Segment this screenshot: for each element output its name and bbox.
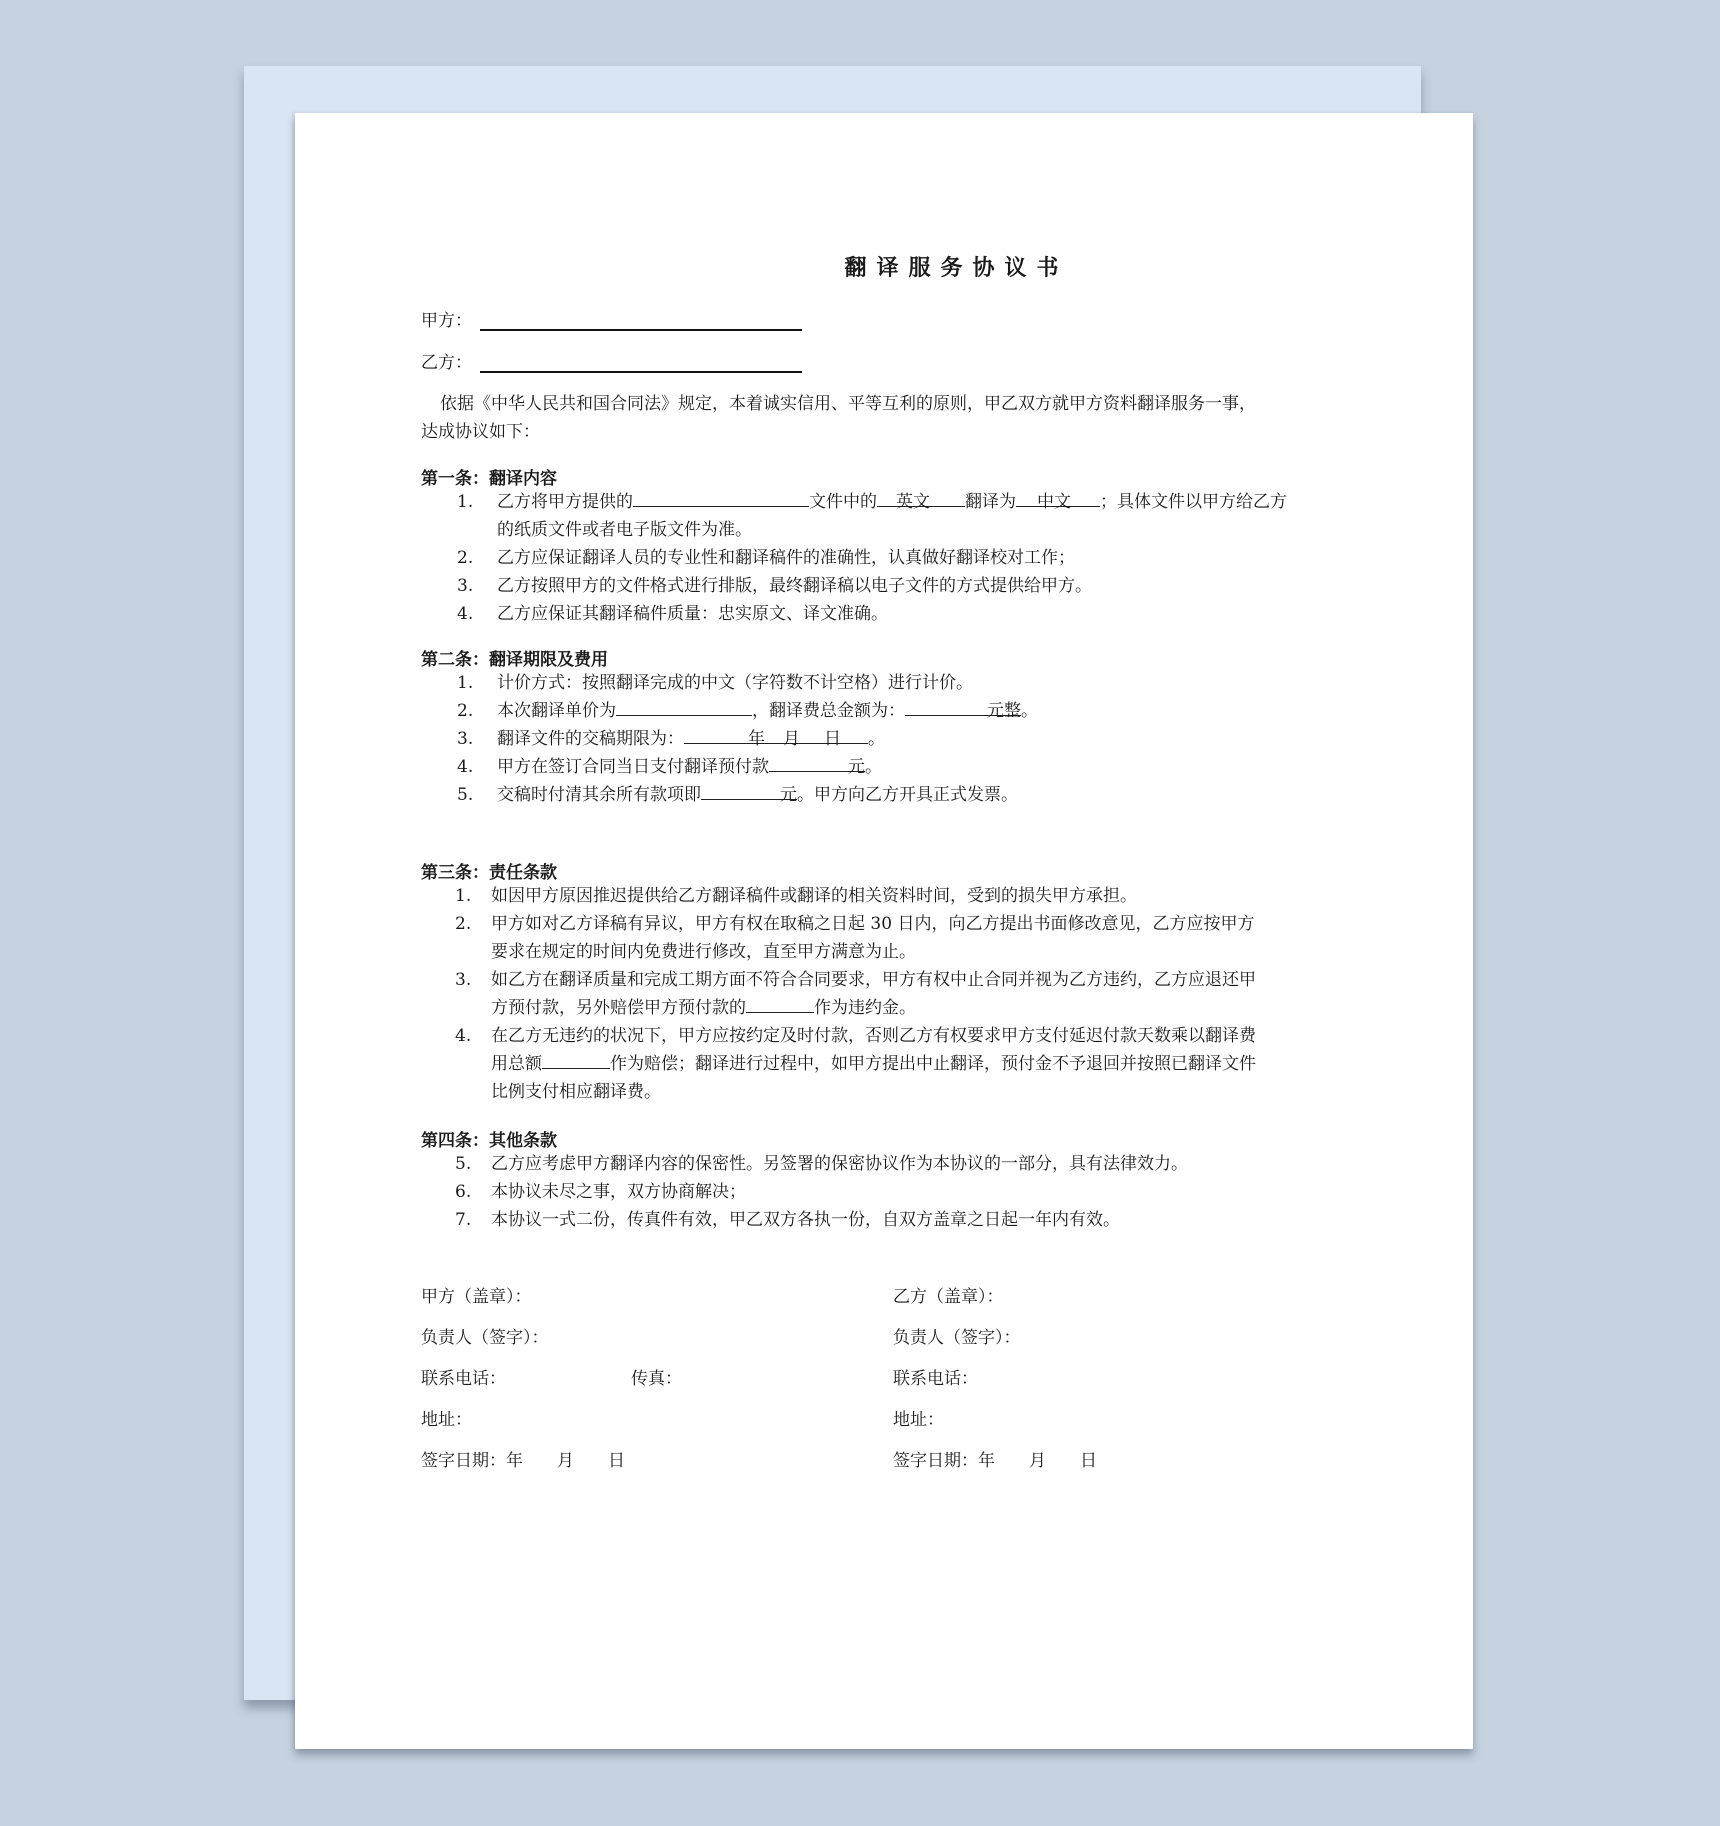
party-a-signer-label: 负责人（签字）： bbox=[421, 1328, 549, 1348]
item-number: 5. bbox=[457, 785, 474, 805]
party-b-address-label: 地址： bbox=[893, 1410, 944, 1430]
target-language-value: 中文 bbox=[1037, 492, 1071, 512]
item-number: 1. bbox=[457, 673, 474, 693]
party-a-seal-label: 甲方（盖章）： bbox=[421, 1287, 532, 1307]
unit-price-blank[interactable] bbox=[616, 697, 752, 716]
item-text: 如乙方在翻译质量和完成工期方面不符合合同要求，甲方有权中止合同并视为乙方违约，乙方应退还甲 bbox=[491, 970, 1256, 990]
item-text: 甲方在签订合同当日支付翻译预付款 bbox=[497, 757, 769, 777]
party-b-row bbox=[421, 348, 802, 373]
item-text: 本次翻译单价为 bbox=[497, 701, 616, 721]
item-text: 乙方应考虑甲方翻译内容的保密性。另签署的保密协议作为本协议的一部分，具有法律效力。 bbox=[491, 1154, 1188, 1174]
deadline-date-blank[interactable] bbox=[684, 725, 868, 749]
item-text: 。 bbox=[865, 757, 882, 777]
day-label: 日 bbox=[824, 729, 841, 749]
penalty-rate-blank[interactable] bbox=[746, 994, 814, 1013]
item-text: 交稿时付清其余所有款项即 bbox=[497, 785, 701, 805]
year-label: 年 bbox=[748, 729, 765, 749]
item-number: 5. bbox=[455, 1154, 472, 1174]
item-text: 本协议一式二份，传真件有效，甲乙双方各执一份，自双方盖章之日起一年内有效。 bbox=[491, 1210, 1120, 1230]
item-text: ，翻译费总金额为： bbox=[752, 701, 905, 721]
total-amount-blank[interactable] bbox=[905, 697, 1021, 721]
section-4-heading: 第四条：其他条款 bbox=[421, 1131, 557, 1151]
item-number: 2. bbox=[455, 914, 472, 934]
party-b-field[interactable] bbox=[480, 353, 802, 373]
currency-suffix: 元 bbox=[848, 757, 865, 777]
item-text: 。甲方向乙方开具正式发票。 bbox=[797, 785, 1018, 805]
item-number: 3. bbox=[455, 970, 472, 990]
item-number: 3. bbox=[457, 576, 474, 596]
item-number: 4. bbox=[455, 1026, 472, 1046]
item-text: 方预付款，另外赔偿甲方预付款的 bbox=[491, 998, 746, 1018]
section-1-heading: 第一条：翻译内容 bbox=[421, 469, 557, 489]
item-text-line-3: 比例支付相应翻译费。 bbox=[491, 1082, 661, 1102]
balance-blank[interactable] bbox=[701, 781, 797, 805]
intro-line-1: 依据《中华人民共和国合同法》规定，本着诚实信用、平等互利的原则，甲乙双方就甲方资料翻译服务一事， bbox=[440, 394, 1256, 414]
item-text-line-2: 的纸质文件或者电子版文件为准。 bbox=[497, 520, 752, 540]
source-language-value: 英文 bbox=[896, 492, 930, 512]
item-number: 7. bbox=[455, 1210, 472, 1230]
item-text: 翻译为 bbox=[965, 492, 1016, 512]
item-text: 计价方式：按照翻译完成的中文（字符数不计空格）进行计价。 bbox=[497, 673, 973, 693]
party-a-phone-label: 联系电话： bbox=[421, 1369, 506, 1389]
party-b-seal-label: 乙方（盖章）： bbox=[893, 1287, 1004, 1307]
party-b-signer-label: 负责人（签字）： bbox=[893, 1328, 1021, 1348]
item-text: 乙方按照甲方的文件格式进行排版，最终翻译稿以电子文件的方式提供给甲方。 bbox=[497, 576, 1092, 596]
item-number: 2. bbox=[457, 701, 474, 721]
party-a-field[interactable] bbox=[480, 311, 802, 331]
item-text: 用总额 bbox=[491, 1054, 542, 1074]
item-text-line-2: 要求在规定的时间内免费进行修改，直至甲方满意为止。 bbox=[491, 942, 916, 962]
target-language-blank[interactable] bbox=[1016, 488, 1100, 512]
party-a-fax-label: 传真： bbox=[631, 1369, 682, 1389]
party-a-date-label: 签字日期：年 月 日 bbox=[421, 1451, 625, 1471]
party-a-address-label: 地址： bbox=[421, 1410, 472, 1430]
currency-suffix: 元 bbox=[780, 785, 797, 805]
item-text: 。 bbox=[1021, 701, 1038, 721]
item-number: 2. bbox=[457, 548, 474, 568]
item-text: 作为违约金。 bbox=[814, 998, 916, 1018]
item-text: 甲方如对乙方译稿有异议，甲方有权在取稿之日起 30 日内，向乙方提出书面修改意见，乙方应按甲方 bbox=[491, 914, 1255, 934]
currency-suffix: 元整 bbox=[987, 701, 1021, 721]
item-text: 本协议未尽之事，双方协商解决； bbox=[491, 1182, 746, 1202]
document-page bbox=[295, 113, 1473, 1749]
item-text: 乙方应保证翻译人员的专业性和翻译稿件的准确性，认真做好翻译校对工作； bbox=[497, 548, 1075, 568]
item-text: 在乙方无违约的状况下，甲方应按约定及时付款，否则乙方有权要求甲方支付延迟付款天数乘以翻译费 bbox=[491, 1026, 1256, 1046]
party-b-phone-label: 联系电话： bbox=[893, 1369, 978, 1389]
intro-paragraph bbox=[421, 390, 1341, 446]
file-name-blank[interactable] bbox=[633, 488, 809, 507]
section-3-heading: 第三条：责任条款 bbox=[421, 863, 557, 883]
item-text: 。 bbox=[868, 729, 885, 749]
section-2-heading: 第二条：翻译期限及费用 bbox=[421, 650, 608, 670]
intro-line-2: 达成协议如下： bbox=[421, 422, 540, 442]
item-number: 3. bbox=[457, 729, 474, 749]
party-b-date-label: 签字日期：年 月 日 bbox=[893, 1451, 1097, 1471]
item-number: 4. bbox=[457, 757, 474, 777]
document-title: 翻译服务协议书 bbox=[844, 256, 1069, 281]
source-language-blank[interactable] bbox=[877, 488, 965, 512]
item-text: 乙方将甲方提供的 bbox=[497, 492, 633, 512]
item-text: 乙方应保证其翻译稿件质量：忠实原文、译文准确。 bbox=[497, 604, 888, 624]
item-number: 6. bbox=[455, 1182, 472, 1202]
item-text: ；具体文件以甲方给乙方 bbox=[1100, 492, 1287, 512]
item-number: 1. bbox=[455, 886, 472, 906]
party-a-label: 甲方： bbox=[421, 311, 472, 331]
party-a-row bbox=[421, 306, 802, 331]
month-label: 月 bbox=[783, 729, 800, 749]
prepayment-blank[interactable] bbox=[769, 753, 865, 777]
item-text: 文件中的 bbox=[809, 492, 877, 512]
party-b-label: 乙方： bbox=[421, 353, 472, 373]
item-number: 4. bbox=[457, 604, 474, 624]
late-fee-rate-blank[interactable] bbox=[542, 1050, 610, 1069]
item-text: 作为赔偿；翻译进行过程中，如甲方提出中止翻译，预付金不予退回并按照已翻译文件 bbox=[610, 1054, 1256, 1074]
item-text: 翻译文件的交稿期限为： bbox=[497, 729, 684, 749]
item-number: 1. bbox=[457, 492, 474, 512]
item-text: 如因甲方原因推迟提供给乙方翻译稿件或翻译的相关资料时间，受到的损失甲方承担。 bbox=[491, 886, 1137, 906]
